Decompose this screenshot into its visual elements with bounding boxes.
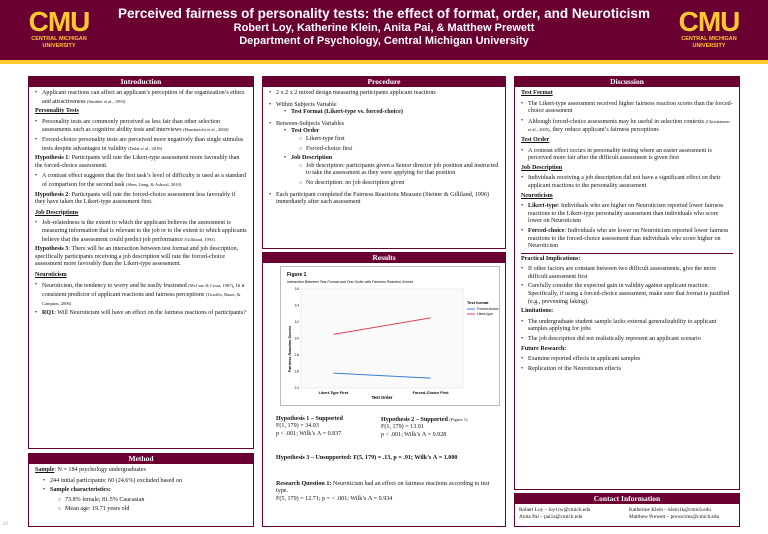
poster-header — [0, 0, 768, 60]
discussion-text: Although forced-choice assessments may be useful in selection contexts — [528, 118, 704, 125]
chart-title: Figure 1 — [287, 272, 307, 278]
procedure-bullet — [269, 121, 499, 188]
discussion-lead: Likert-type — [528, 203, 558, 210]
procedure-heading: Procedure — [263, 77, 505, 87]
y-tick-label: 3.6 — [294, 287, 299, 292]
procedure-option — [299, 163, 499, 178]
citation: (Gilliland, 1993) — [184, 236, 215, 242]
method-section — [28, 453, 254, 527]
citation: (Smither et al., 1993) — [87, 98, 126, 104]
hypothesis-label: Hypothesis 3 — [35, 246, 69, 253]
discussion-bullet — [521, 366, 733, 374]
contact-heading: Contact Information — [515, 494, 739, 504]
result-stat: F(1, 179) = 34.93 — [276, 423, 319, 430]
procedure-text: Job description: participants given a Senior director job position and instructed to take the assessment as they were applying for that position — [306, 162, 499, 177]
result-stat: F(1, 179) = 13.91 — [381, 424, 424, 431]
y-tick-label: 2.4 — [294, 386, 299, 391]
method-bullet — [43, 478, 247, 486]
logo-sub: UNIVERSITY — [42, 43, 76, 49]
hypothesis-text: : Participants will rate the Likert-type assessment more favorably than the forced-choice assessment. — [35, 155, 240, 169]
intro-text: Neuroticism, the tendency to worry and be easily frustrated — [42, 283, 187, 290]
citation: (McCrae & Costa, 1987) — [188, 283, 233, 289]
figure-ref: (Figure 1) — [449, 417, 468, 422]
citation: (Dalal et al., 2019) — [128, 145, 163, 151]
footer-number: 22 — [3, 522, 8, 527]
result-text: Neuroticism had an effect on fairness reactions according to test type. — [276, 481, 490, 495]
intro-bullet — [35, 282, 247, 308]
contact-klein[interactable]: Katherine Klein – klein1k@cmich.edu — [629, 507, 711, 513]
intro-text: Personality tests are commonly perceived as less fair than other selection assessments such as cognitive ability tests and interviews — [42, 118, 221, 134]
personality-heading: Personality Tests — [35, 108, 79, 115]
hypothesis-label: Hypothesis 1 — [35, 155, 69, 162]
logo-sub: UNIVERSITY — [692, 43, 726, 49]
intro-bullet — [35, 90, 247, 106]
discussion-bullet — [521, 228, 733, 251]
intro-text: A contrast effect suggests that the first task’s level of difficulty is used as a standard of comparison for the second task — [42, 173, 247, 188]
test-format-heading: Test Format — [521, 90, 553, 96]
sample-line — [35, 467, 247, 475]
procedure-subbullet — [284, 109, 499, 117]
chart-svg — [281, 267, 499, 405]
sample-label: Sample — [35, 467, 55, 473]
method-subbullet — [58, 506, 247, 514]
discussion-bullet — [521, 356, 733, 364]
procedure-text: 2 x 2 x 2 mixed design measuring participants applicant reactions — [276, 90, 436, 96]
result-h2 — [381, 416, 503, 439]
hypothesis-2 — [35, 192, 247, 207]
y-tick-label: 3.4 — [294, 303, 299, 308]
intro-bullet — [35, 310, 247, 318]
intro-text: Applicant reactions can affect an applicant’s perception of the organization’s ethics and attractiveness — [42, 90, 245, 105]
discussion-text: Carefully consider the expected gain in validity against applicant reaction. Specifically, if using a forced-choice assessment, make sure that format is justified (e.g., preventing faking). — [528, 283, 730, 305]
discussion-text: A contrast effect occurs in personality testing where an easier assessment is perceived more fair after the difficult assessment is given first — [528, 147, 712, 162]
method-text: 73.8% female; 81.5% Caucasian — [65, 496, 145, 503]
future-research-heading: Future Research: — [521, 345, 567, 352]
chart-subtitle: Interaction Between Test Format and Test Order with Fairness Reaction Scores — [287, 280, 414, 284]
plot-area — [301, 289, 463, 388]
procedure-text: Job Description — [291, 155, 333, 162]
results-heading: Results — [263, 253, 505, 263]
legend-title: Test format — [467, 300, 489, 305]
practical-implications-heading: Practical Implications: — [521, 253, 733, 264]
hypothesis-label: Hypothesis 2 — [35, 191, 69, 198]
poster-title-block — [100, 6, 668, 48]
figure-1-chart — [280, 266, 500, 406]
procedure-text: Likert-type first — [306, 135, 345, 142]
neuroticism-heading: Neuroticism — [35, 271, 67, 278]
method-text: Sample characteristics: — [50, 487, 111, 494]
y-tick-label: 2.6 — [294, 369, 299, 374]
citation: (Hausknecht et al., 2004) — [183, 127, 229, 133]
intro-text: , is a consistent predictor of applicant reactions and fairness perceptions — [42, 283, 245, 299]
procedure-bullet — [269, 192, 499, 207]
discussion-bullet — [521, 101, 733, 116]
x-axis-label: Test Order — [371, 395, 393, 400]
poster-title: Perceived fairness of personality tests: the effect of format, order, and Neuroticism — [118, 6, 650, 21]
discussion-bullet — [521, 148, 733, 163]
neuroticism-discussion-heading: Neuroticism — [521, 192, 553, 199]
procedure-text: Each participant completed the Fairness Reactions Measure (Steiner & Gilliland, 1996) immediately after each assessment — [276, 191, 490, 206]
discussion-bullet — [521, 266, 733, 281]
y-tick-label: 3.0 — [294, 336, 299, 341]
result-title: Hypothesis 1 – Supported — [276, 416, 343, 422]
discussion-bullet — [521, 118, 733, 135]
logo-sub: CENTRAL MICHIGAN — [681, 36, 737, 42]
procedure-option — [299, 180, 499, 188]
rq-label: RQ1 — [42, 310, 55, 317]
procedure-option — [299, 146, 499, 154]
result-title: Research Question 1: — [276, 481, 332, 487]
procedure-text: Within Subjects Variable — [276, 101, 337, 108]
discussion-text: The undergraduate student sample lacks external generalizability to applicant samples applying for jobs — [528, 318, 717, 333]
hypothesis-text: : There will be an interaction between test format and job description, specifically participants receiving a job description will rate the forced-choice assessment more favorably than the Likert-type assessment. — [35, 246, 239, 268]
result-title: Hypothesis 2 – Supported — [381, 417, 448, 423]
result-rq1 — [276, 481, 500, 503]
contact-section — [514, 493, 740, 527]
procedure-bullet — [269, 90, 499, 98]
intro-text: Job-relatedness is the extent to which the applicant believes the assessment is measuring information that is relevant to the job or to the extent to which applicants believe that the assessment could predict job performance — [42, 220, 247, 243]
procedure-text: Forced-choice first — [306, 145, 353, 152]
procedure-subbullet — [284, 128, 499, 153]
logo-text: CMU — [678, 6, 740, 37]
method-subbullet — [58, 497, 247, 505]
intro-bullet — [35, 173, 247, 189]
introduction-section — [28, 76, 254, 449]
intro-text: Forced-choice personality tests are perceived more negatively than single stimulus tests despite advantages in validity — [42, 136, 244, 152]
discussion-text: Replication of the Neuroticism effects — [528, 365, 621, 372]
citation: (Shen, Jiang, & Ashwal, 2010) — [125, 181, 182, 187]
discussion-text: The Likert-type assessment received higher fairness reaction scores than the forced-choice assessment — [528, 100, 733, 115]
procedure-section — [262, 76, 506, 249]
discussion-text: : Individuals who are higher on Neuroticism reported lower fairness reactions to the Likert-type personality assessment than individuals who score lower on Neuroticism — [528, 203, 724, 225]
contact-pai[interactable]: Anita Pai – pai1a@cmich.edu — [519, 513, 583, 520]
discussion-bullet — [521, 175, 733, 190]
procedure-subbullet — [284, 155, 499, 187]
method-text: 244 initial participants: 60 (24.6%) excluded based on — [50, 477, 182, 484]
discussion-text: , they reduce applicant’s fairness perceptions — [549, 127, 659, 134]
procedure-text: No description: no job description given — [306, 179, 405, 186]
discussion-bullet — [521, 336, 733, 344]
gold-stripe — [0, 60, 768, 64]
method-heading: Method — [29, 454, 253, 464]
discussion-bullet — [521, 203, 733, 226]
procedure-bullet — [269, 102, 499, 117]
y-tick-label: 2.8 — [294, 353, 299, 358]
sample-text: : N = 184 psychology undergraduates — [54, 467, 146, 473]
poster-department: Department of Psychology, Central Michigan University — [239, 35, 529, 47]
hypothesis-3 — [35, 246, 247, 269]
test-order-heading: Test Order — [521, 136, 550, 143]
discussion-bullet — [521, 283, 733, 306]
y-tick-label: 3.2 — [294, 320, 299, 325]
result-stat: F(5, 179) = 12.71; p = < .001; Wilk’s Λ = 0.934 — [276, 495, 393, 502]
y-axis-label: Fairness Reaction Scores — [288, 325, 292, 373]
method-bullet — [43, 487, 247, 514]
legend-label: Likert-type — [477, 312, 493, 317]
x-tick-label: Forced-Choice First — [412, 391, 449, 395]
job-descriptions-heading: Job Descriptions — [35, 209, 79, 216]
contact-prewett[interactable]: Matthew Prewett – prewe1ms@cmich.edu — [629, 513, 720, 520]
procedure-option — [299, 136, 499, 144]
introduction-heading: Introduction — [29, 77, 253, 87]
logo-sub: CENTRAL MICHIGAN — [31, 36, 87, 42]
logo-text: CMU — [28, 6, 90, 37]
discussion-section — [514, 76, 740, 490]
intro-bullet — [35, 137, 247, 153]
intro-bullet — [35, 220, 247, 244]
procedure-text: Between-Subjects Variables — [276, 120, 345, 127]
intro-bullet — [35, 119, 247, 135]
legend-label: Forced-choice — [477, 307, 499, 312]
discussion-heading: Discussion — [515, 77, 739, 87]
result-stat: p < .001; Wilk’s Λ = 0.928 — [381, 431, 447, 438]
result-stat: p < .001; Wilk’s Λ = 0.837 — [276, 430, 342, 437]
limitations-heading: Limitations: — [521, 308, 554, 315]
discussion-text: Individuals receiving a job description did not have a significant effect on their applicant reactions to the personality assessment — [528, 175, 721, 189]
poster-authors: Robert Loy, Katherine Klein, Anita Pai, & Matthew Prewett — [233, 22, 535, 34]
rq-text: : Will Neuroticism will have an effect on the fairness reactions of participants? — [54, 310, 246, 317]
discussion-text: : Individuals who are lower on Neuroticism reported lower fairness reactions to the forced-choice assessment than individuals who score higher on Neuroticism — [528, 227, 729, 250]
discussion-bullet — [521, 319, 733, 334]
citation: (Christiansen et al., 2005) — [528, 118, 730, 133]
discussion-lead: Forced-choice — [528, 227, 565, 234]
hypothesis-1 — [35, 155, 247, 170]
discussion-text: Examine reported effects in applicant samples — [528, 356, 641, 363]
result-h3 — [276, 455, 500, 462]
x-tick-label: Likert-Type First — [318, 391, 349, 395]
procedure-text: Test Order — [291, 128, 320, 135]
cmu-logo-left — [22, 8, 96, 54]
citation: (Truxillo, Bauer, & Campion, 2006) — [42, 292, 241, 306]
contact-loy[interactable]: Robert Loy – loy1rw@cmich.edu — [519, 507, 591, 513]
discussion-text: If other factors are constant between two difficult assessments, give the more difficult assessment first — [528, 266, 717, 280]
cmu-logo-right — [672, 8, 746, 54]
procedure-text: Test Format (Likert-type vs. forced-choice) — [291, 109, 403, 116]
hypothesis-text: : Participants will rate the forced-choice assessment less favorably if they have taken the Likert-type assessment first. — [35, 191, 236, 206]
job-description-heading: Job Description — [521, 164, 563, 171]
result-text: Hypothesis 3 – Unsupported: F(5, 179) = .13, p = .91; Wilk’s Λ = 1.000 — [276, 455, 458, 461]
result-h1 — [276, 416, 376, 438]
method-text: Mean age: 19.71 years old — [65, 506, 130, 513]
discussion-text: The job description did not realistically represent an applicant scenario — [528, 336, 701, 343]
